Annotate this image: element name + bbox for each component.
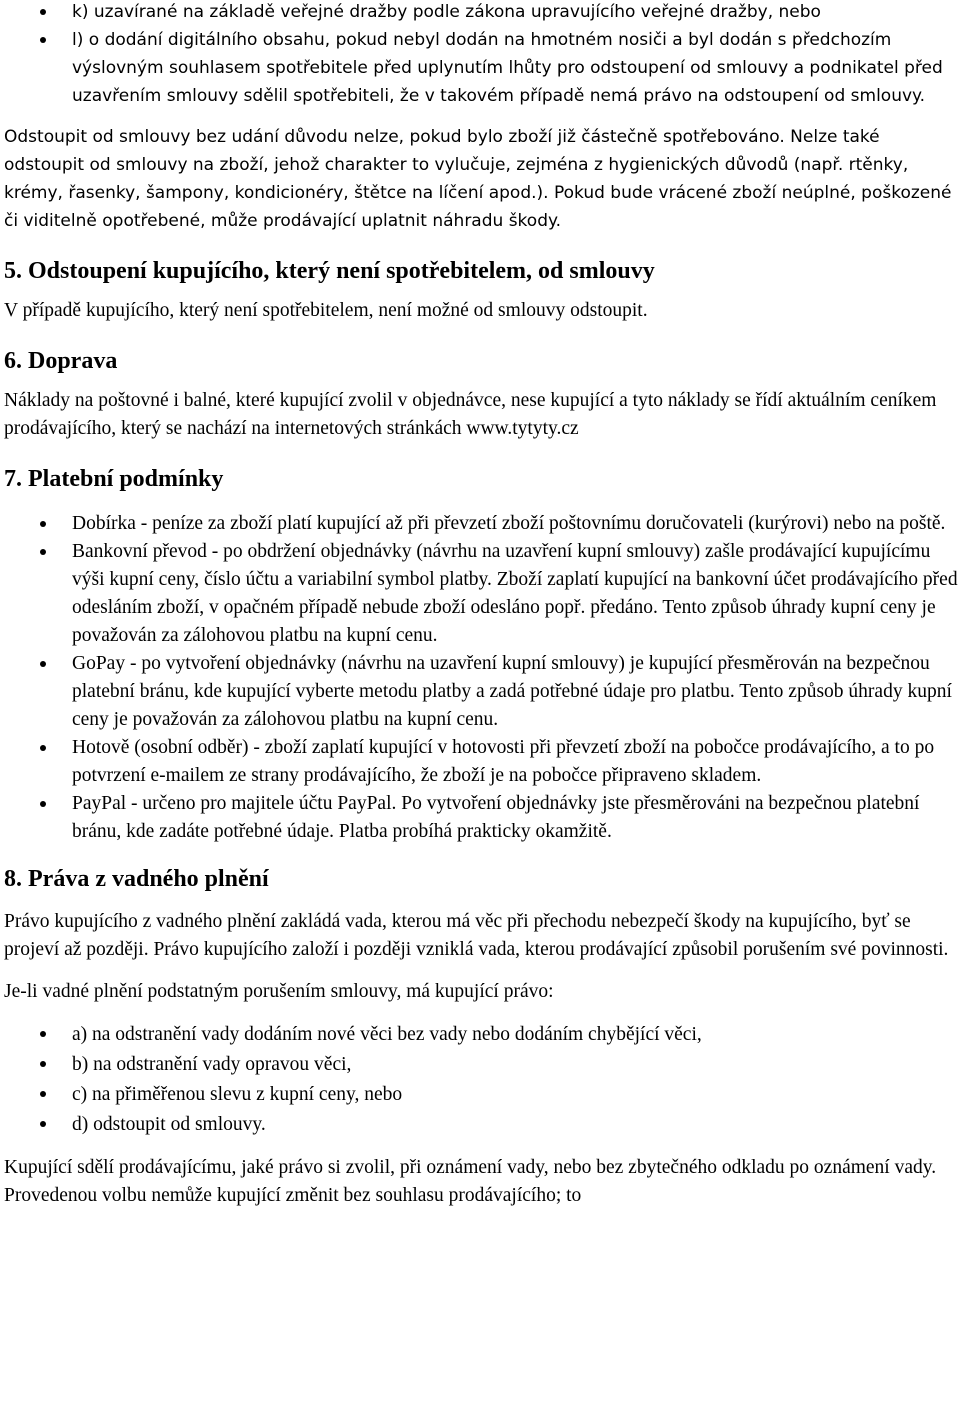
section-8-paragraph-1: Právo kupujícího z vadného plnění zakládá vada, kterou má věc při přechodu nebezpečí škody na kupujícího, byť se projeví až později. Právo kupujícího založí i později vzniklá vada, kterou prodávající způsobil porušením své povinnosti. bbox=[4, 911, 949, 960]
buyer-rights-list bbox=[4, 1020, 960, 1140]
section-6-heading: 6. Doprava bbox=[4, 348, 118, 374]
list-item bbox=[4, 26, 960, 110]
list-item bbox=[4, 1080, 960, 1110]
list-item-text: c) na přiměřenou slevu z kupní ceny, nebo bbox=[72, 1084, 403, 1105]
section-8-paragraph-3: Kupující sdělí prodávajícímu, jaké právo si zvolil, při oznámení vady, nebo bez zbytečného odkladu po oznámení vady. Provedenou volbu nemůže kupující změnit bez souhlasu prodávajícího; to bbox=[4, 1157, 937, 1206]
list-item bbox=[4, 1020, 960, 1050]
list-item-text: d) odstoupit od smlouvy. bbox=[72, 1114, 266, 1135]
list-item-text: Bankovní převod - po obdržení objednávky (návrhu na uzavření kupní smlouvy) zašle prodávající kupujícímu výši kupní ceny, číslo účtu a variabilní symbol platby. Zboží zaplatí kupující na bankovní účet prodávajícího před odesláním zboží, v opačném případě nebude zboží odesláno popř. předáno. Tento způsob úhrady kupní ceny je považován za zálohovou platbu na kupní cenu. bbox=[72, 541, 958, 646]
list-item-text: k) uzavírané na základě veřejné dražby podle zákona upravujícího veřejné dražby, nebo bbox=[72, 2, 821, 22]
bullet-icon bbox=[40, 801, 46, 807]
list-item bbox=[4, 790, 960, 846]
list-item bbox=[4, 1050, 960, 1080]
list-item-text: l) o dodání digitálního obsahu, pokud nebyl dodán na hmotném nosiči a byl dodán s předchozím výslovným souhlasem spotřebitele před uplynutím lhůty pro odstoupení od smlouvy a podnikatel před uzavřením smlouvy sdělil spotřebiteli, že v takovém případě nemá právo na odstoupení od smlouvy. bbox=[72, 30, 943, 106]
section-6-text: Náklady na poštovné i balné, které kupující zvolil v objednávce, nese kupující a tyto náklady se řídí aktuálním ceníkem prodávajícího, který se nachází na internetových stránkách www.tytyty.cz bbox=[4, 390, 937, 439]
bullet-icon bbox=[40, 1061, 46, 1067]
payment-methods-list bbox=[4, 510, 960, 846]
section-5-heading: 5. Odstoupení kupujícího, který není spotřebitelem, od smlouvy bbox=[4, 258, 655, 284]
list-item-text: Dobírka - peníze za zboží platí kupující až při převzetí zboží poštovnímu doručovateli (kurýrovi) nebo na poště. bbox=[72, 513, 946, 534]
list-item bbox=[4, 0, 960, 26]
bullet-icon bbox=[40, 37, 46, 43]
list-item bbox=[4, 538, 960, 650]
bullet-icon bbox=[40, 9, 46, 15]
list-item-text: PayPal - určeno pro majitele účtu PayPal. Po vytvoření objednávky jste přesměrováni na bezpečnou platební bránu, kde zadáte potřebné údaje. Platba probíhá prakticky okamžitě. bbox=[72, 793, 920, 842]
section-5-text: V případě kupujícího, který není spotřebitelem, není možné od smlouvy odstoupit. bbox=[4, 300, 648, 321]
section-8-paragraph-2: Je-li vadné plnění podstatným porušením smlouvy, má kupující právo: bbox=[4, 981, 554, 1002]
bullet-icon bbox=[40, 1121, 46, 1127]
section-8-heading: 8. Práva z vadného plnění bbox=[4, 866, 269, 892]
bullet-icon bbox=[40, 521, 46, 527]
list-item bbox=[4, 510, 960, 538]
bullet-icon bbox=[40, 661, 46, 667]
list-item-text: Hotově (osobní odběr) - zboží zaplatí kupující v hotovosti při převzetí zboží na pobočce prodávajícího, a to po potvrzení e-mailem ze strany prodávajícího, že zboží je na pobočce připraveno skladem. bbox=[72, 737, 935, 786]
bullet-icon bbox=[40, 745, 46, 751]
bullet-icon bbox=[40, 549, 46, 555]
list-item-text: GoPay - po vytvoření objednávky (návrhu na uzavření kupní smlouvy) je kupující přesměrován na bezpečnou platební bránu, kde kupující vyberte metodu platby a zadá potřebné údaje pro platbu. Tento způsob úhrady kupní ceny je považován za zálohovou platbu na kupní cenu. bbox=[72, 653, 952, 730]
exceptions-list bbox=[4, 0, 960, 110]
section-7-heading: 7. Platební podmínky bbox=[4, 466, 224, 492]
list-item-text: a) na odstranění vady dodáním nové věci bez vady nebo dodáním chybějící věci, bbox=[72, 1024, 702, 1045]
bullet-icon bbox=[40, 1031, 46, 1037]
list-item bbox=[4, 650, 960, 734]
withdrawal-note: Odstoupit od smlouvy bez udání důvodu nelze, pokud bylo zboží již částečně spotřebováno. Nelze také odstoupit od smlouvy na zboží, jehož charakter to vylučuje, zejména z hygienických důvodů (např. rtěnky, krémy, řasenky, šampony, kondicionéry, štětce na líčení apod.). Pokud bude vrácené zboží neúplné, poškozené či viditelně opotřebené, může prodávající uplatnit náhradu škody. bbox=[4, 127, 952, 231]
bullet-icon bbox=[40, 1091, 46, 1097]
list-item-text: b) na odstranění vady opravou věci, bbox=[72, 1054, 352, 1075]
list-item bbox=[4, 734, 960, 790]
list-item bbox=[4, 1110, 960, 1140]
